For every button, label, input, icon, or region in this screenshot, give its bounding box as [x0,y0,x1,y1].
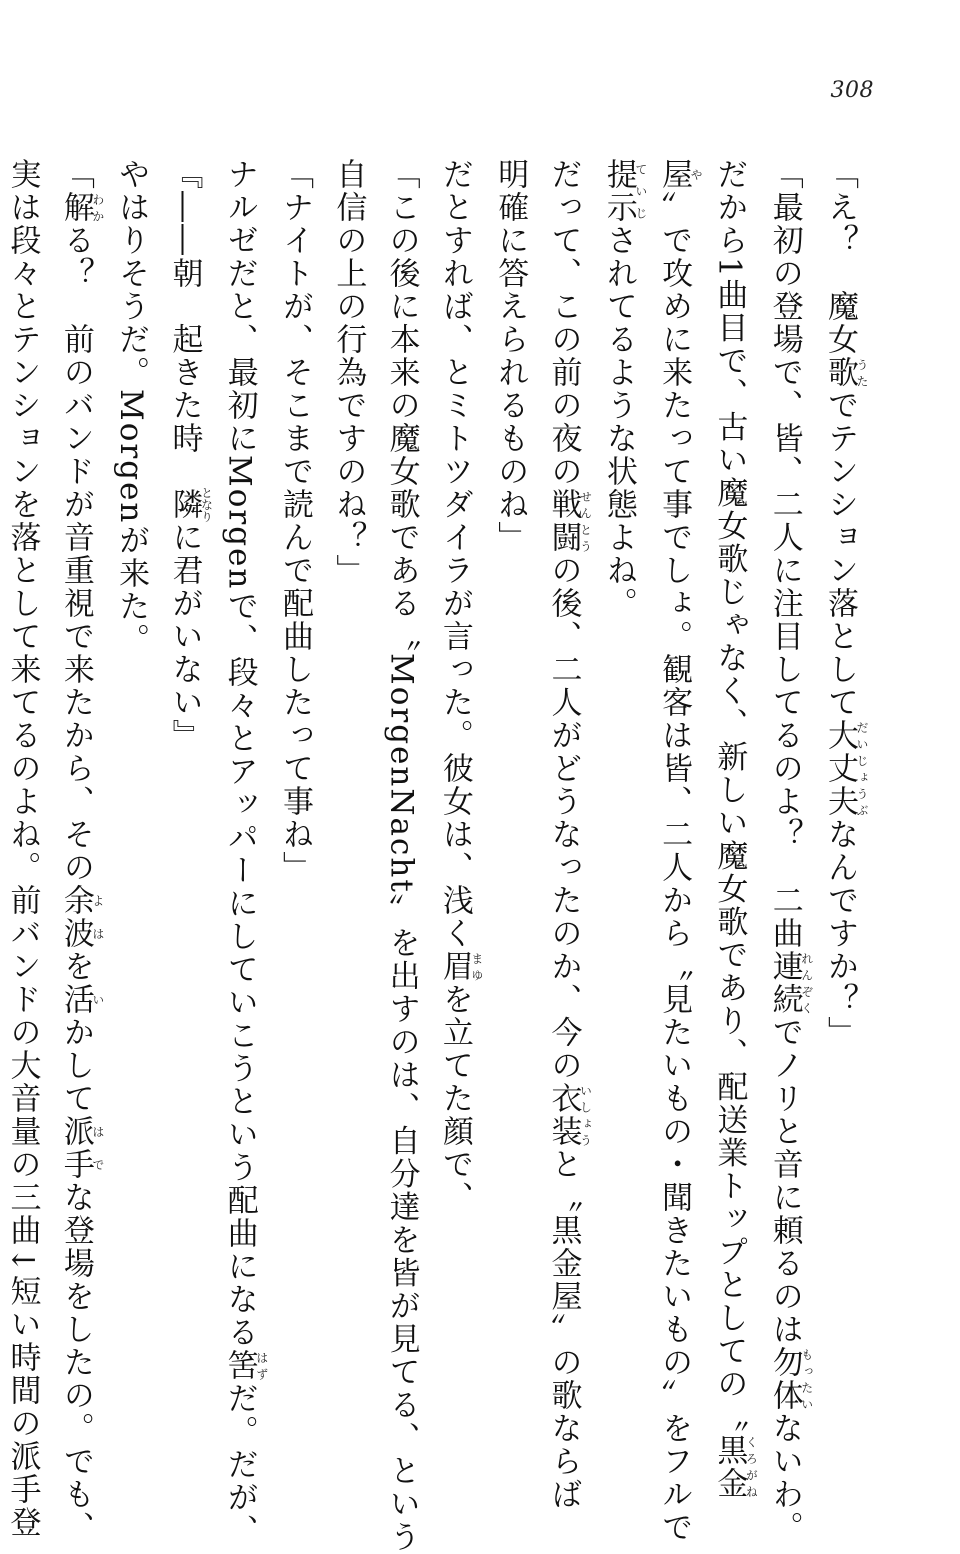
ruby-base: 活 [57,983,94,1016]
text-segment: 「最初の登場で、皆、二人に注目してるのよ？ 二曲 [766,158,803,950]
text-line [813,158,868,1318]
text-segment: 「え？ 魔女 [822,158,858,356]
text-segment: を [57,950,94,983]
ruby-reading: まゆ [469,950,484,983]
text-line [757,158,814,1544]
ruby-reading: ていじ [633,158,648,224]
ruby-base: 勿体 [766,1346,803,1412]
body-text [0,158,869,1554]
text-segment: だって、この前の夜の [545,158,582,488]
text-segment: 「 [57,158,94,191]
text-segment: だ。だが、 [221,1382,258,1548]
ruby-reading: い [90,983,105,1016]
text-segment: だから1曲目で、古い魔女歌じゃなく、新しい魔女歌であり、配送業トップとしての〝 [711,158,748,1434]
text-line [647,158,704,1544]
text-line [212,158,269,1548]
text-segment: 自信の上の行為ですのね？」 [330,158,367,587]
ruby-reading: せんとう [578,488,593,554]
ruby-base: 連続 [766,950,803,1016]
ruby-annotation [766,1346,814,1412]
ruby-base: 解 [57,191,94,224]
text-segment: やはりそうだ。Morgenが来た。 [113,158,150,657]
text-segment: ナルゼだと、最初にMorgenで、段々とアッパーにしていこうという配曲になる [221,158,258,1350]
ruby-reading: もったい [799,1346,814,1412]
text-segment: に君がいない』 [166,521,203,752]
ruby-annotation [57,191,105,224]
ruby-base: 黒金 [711,1433,748,1500]
ruby-reading: で [90,1148,105,1181]
text-line [0,158,49,1539]
ruby-base: 余波 [57,884,94,950]
text-segment: かして [57,1016,94,1115]
text-line [49,158,105,1544]
text-line [592,158,647,1318]
ruby-base: 戦闘 [545,488,582,554]
ruby-annotation [711,1433,759,1500]
text-line [536,158,593,1511]
ruby-reading: は [90,1115,105,1148]
ruby-reading: くろがね [744,1433,759,1500]
text-segment: ないわ。 [766,1412,803,1544]
text-line [104,158,157,1318]
ruby-base: 大丈夫 [822,719,858,818]
text-segment: でテンション落として [822,389,858,719]
ruby-annotation [57,884,105,950]
text-segment: 〟で攻めに来たって事でしょ。観客は皆、二人から〝見たいもの・聞きたいもの〟をフルで [656,191,693,1544]
ruby-base: 手 [57,1148,94,1181]
text-segment: と〝黒金屋〟の歌ならば [545,1148,582,1511]
page-number: 308 [830,78,874,103]
ruby-reading: うた [855,356,869,389]
ruby-reading: はず [254,1349,269,1383]
text-segment: 「ナイトが、そこまで読んで配曲したって事ね」 [277,158,314,884]
text-segment: だとすれば、とミトツダイラが言った。彼女は、浅く [436,158,473,950]
text-segment: 実は段々とテンションを落として来てるのよね。前バンドの大音量の三曲↓短い時間の派手登 [4,158,41,1539]
text-segment: な登場をしたの。でも、 [57,1181,94,1544]
ruby-reading: となり [199,486,214,523]
text-segment: されてるような状態よね。 [600,224,637,620]
ruby-annotation [166,486,214,523]
ruby-annotation [57,983,105,1016]
text-segment: を立てた顔で、 [436,983,473,1214]
ruby-annotation [822,356,869,389]
ruby-reading: れんぞく [799,950,814,1016]
text-line [268,158,321,1318]
ruby-base: 衣装 [545,1082,582,1148]
ruby-annotation [57,1148,105,1181]
ruby-annotation [545,1082,593,1148]
text-line [157,158,212,1318]
ruby-annotation [436,950,484,983]
ruby-base: 筈 [221,1349,258,1383]
ruby-reading: だいじょうぶ [855,719,869,818]
ruby-reading: や [689,158,704,191]
text-segment: る？ 前のバンドが音重視で来たから、その [57,224,94,884]
text-line [374,158,427,1554]
ruby-base: 屋 [656,158,693,191]
text-segment: 「この後に本来の魔女歌である〝MorgenNacht〟を出すのは、自分達を皆が見てる、という [383,158,420,1554]
text-line [428,158,483,1318]
ruby-reading: わか [90,191,105,224]
text-segment: なんですか？」 [822,818,858,1049]
ruby-annotation [822,719,869,818]
ruby-base: 隣 [166,486,203,523]
ruby-annotation [656,158,704,191]
ruby-annotation [57,1115,105,1148]
ruby-annotation [600,158,648,224]
ruby-reading: よは [90,884,105,950]
text-segment: でノリと音に頼るのは [766,1016,803,1346]
ruby-base: 提示 [600,158,637,224]
text-line [702,158,759,1500]
ruby-annotation [766,950,814,1016]
ruby-base: 眉 [436,950,473,983]
ruby-reading: いしょう [578,1082,593,1148]
ruby-annotation [545,488,593,554]
text-segment: の後、二人がどうなったのか、今の [545,554,582,1082]
text-line [483,158,536,1318]
text-line [321,158,374,1318]
ruby-annotation [221,1349,269,1383]
ruby-base: 歌 [822,356,858,389]
text-segment: 明確に答えられるものね」 [492,158,529,554]
text-segment: 『――朝 起きた時 [166,158,203,488]
ruby-base: 派 [57,1115,94,1148]
